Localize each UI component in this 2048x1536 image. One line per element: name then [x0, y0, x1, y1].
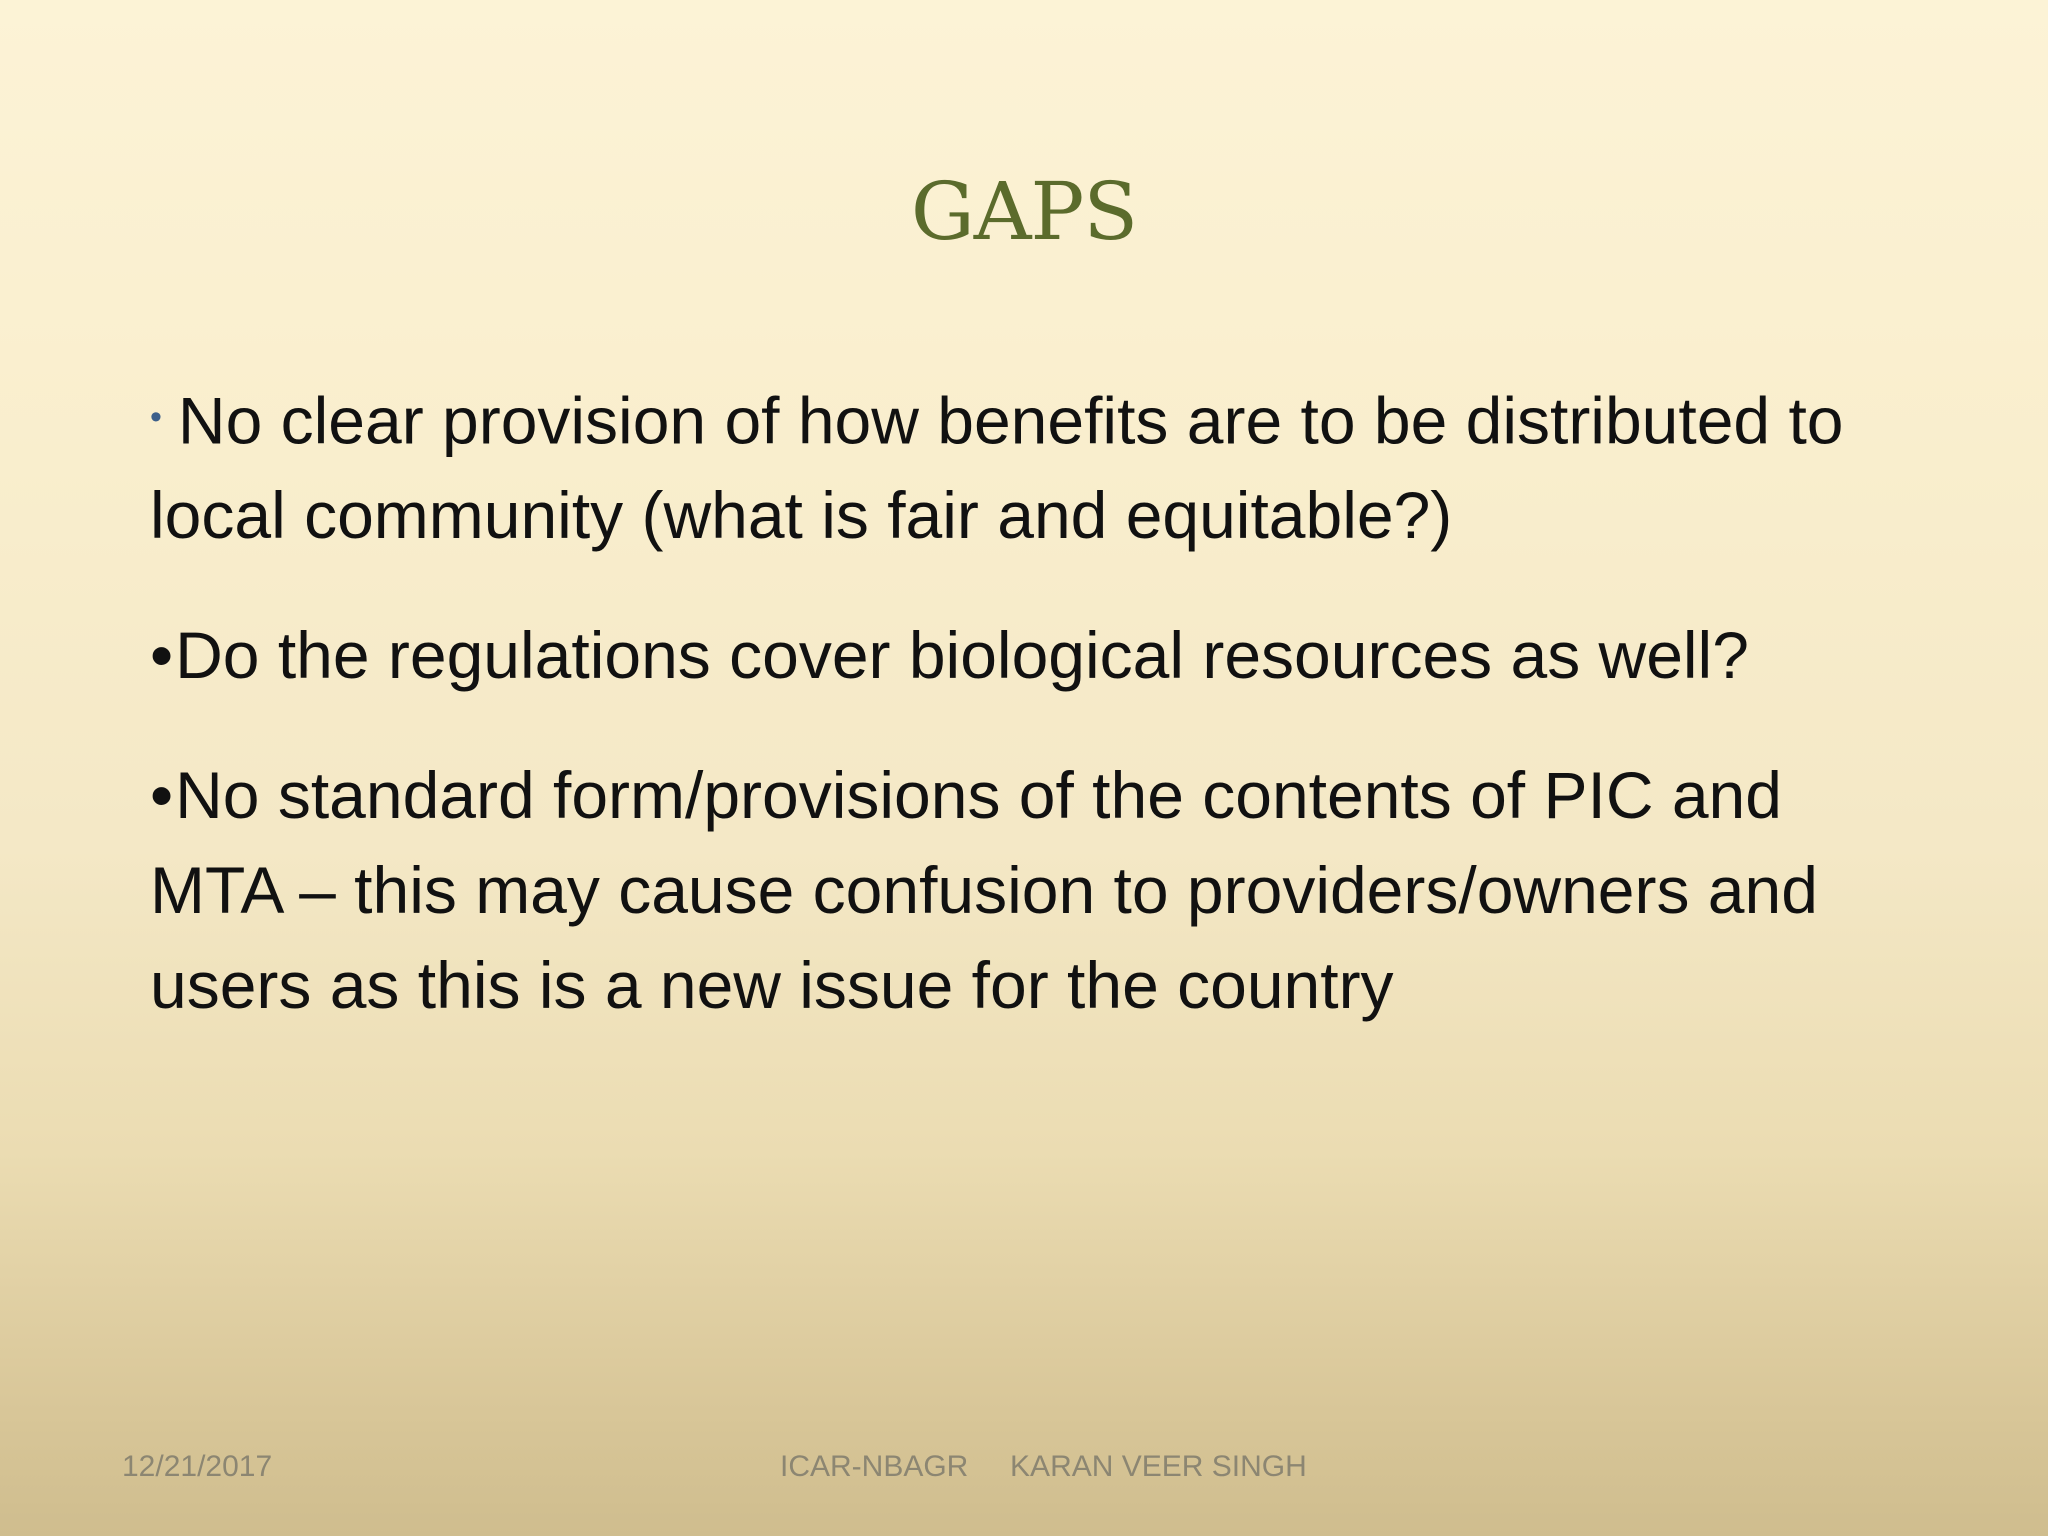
- footer-author: KARAN VEER SINGH: [1010, 1450, 1307, 1483]
- bullet-list: [150, 370, 1930, 1078]
- bullet-marker-icon: •: [150, 758, 174, 833]
- footer-credit: [780, 1450, 1307, 1484]
- bullet-text-2: Do the regulations cover biological resources as well?: [175, 618, 1749, 693]
- footer-date: 12/21/2017: [122, 1450, 273, 1483]
- bullet-marker-icon: •: [150, 618, 174, 693]
- bullet-marker-icon: •: [150, 398, 162, 436]
- bullet-text-1: No clear provision of how benefits are to be distributed to local community (what is fair and equitable?): [150, 383, 1844, 553]
- footer-organization: ICAR-NBAGR: [780, 1450, 969, 1483]
- bullet-item-3: [150, 748, 1930, 1033]
- bullet-item-2: [150, 608, 1930, 703]
- bullet-text-3: No standard form/provisions of the contents of PIC and MTA – this may cause confusion to providers/owners and users as this is a new issue for the country: [150, 758, 1818, 1023]
- bullet-item-1: [150, 370, 1930, 563]
- slide-title: GAPS: [910, 165, 1138, 258]
